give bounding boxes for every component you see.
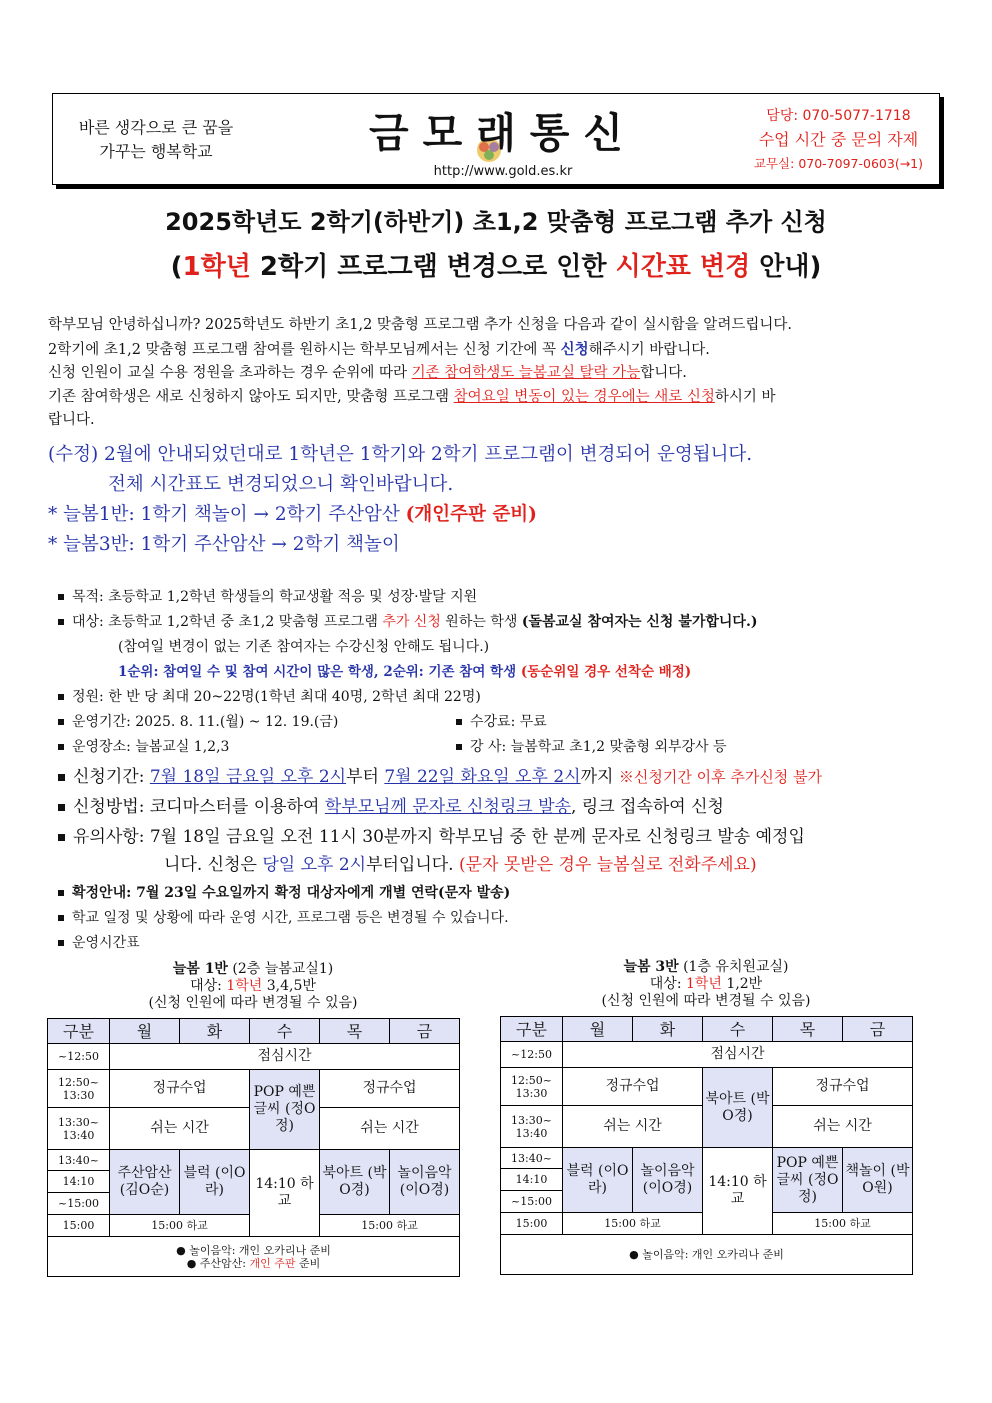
- newsletter-header: [52, 93, 940, 185]
- contact-info: [754, 104, 923, 176]
- col-header: 구분: [501, 1017, 563, 1042]
- time-cell: 14:10: [501, 1169, 563, 1191]
- purpose-item: 목적: 초등학교 1,2학년 학생들의 학교생활 적응 및 성장·발달 지원: [58, 586, 477, 606]
- col-header: 구분: [48, 1019, 110, 1044]
- class3-caption: 늘봄 3반 (1층 유치원교실) 대상: 1학년 1,2반 (신청 인원에 따라 변경될 수 있음): [601, 959, 811, 1009]
- dismissal-cell: 15:00 하교: [563, 1213, 703, 1235]
- caution-item: 유의사항: 7월 18일 금요일 오전 11시 30분까지 학부모님 중 한 분께 문자로 신청링크 발송 예정입: [58, 822, 948, 847]
- intro-text: 학부모님 안녕하십니까? 2025학년도 하반기 초1,2 맞춤형 프로그램 추가 신청을 다음과 같이 실시함을 알려드립니다. 2학기에 초1,2 맞춤형 프로그램 참여를 원하시는 학부모님께서는 신청 기간에 꼭 신청해주시기 바랍니다. 신청 인원이 교실 수용 정원을 초과하는 경우 순위에 따라 기존 참여학생도 늘봄교실 탈락 가능합니다. 기존 참여학생은 새로 신청하지 않아도 되지만, 맞춤형 프로그램 참여요일 변동이 있는 경우에는 새로 신청하시기 바 랍니다.: [48, 317, 792, 428]
- wed-dismissal-cell: 14:10 하교: [703, 1148, 773, 1235]
- rest-cell: 쉬는 시간: [110, 1108, 250, 1150]
- fri-program-cell: 놀이음악 (이O경): [390, 1150, 460, 1215]
- time-cell: 15:00: [501, 1213, 563, 1235]
- thu-program-cell: 북아트 (박O경): [320, 1150, 390, 1215]
- time-cell: 13:30~ 13:40: [501, 1106, 563, 1148]
- regular-class-cell: 정규수업: [110, 1070, 250, 1108]
- time-cell: 13:40~: [48, 1150, 110, 1171]
- wed-dismissal-cell: 14:10 하교: [250, 1150, 320, 1237]
- newsletter-title: 금모래통신: [368, 109, 638, 157]
- apply-period-item: 신청기간: 7월 18일 금요일 오후 2시부터 7월 22일 화요일 오후 2시까지 ※신청기간 이후 추가신청 불가: [58, 762, 822, 787]
- class1-caption: 늘봄 1반 (2층 늘봄교실1) 대상: 1학년 3,4,5반 (신청 인원에 따라 변경될 수 있음): [148, 961, 358, 1011]
- time-cell: ~12:50: [48, 1044, 110, 1070]
- time-cell: 15:00: [48, 1215, 110, 1237]
- mon-program-cell: 주산암산 (김O순): [110, 1150, 180, 1215]
- dismissal-cell: 15:00 하교: [773, 1213, 913, 1235]
- fri-program-cell: 책놀이 (박O원): [843, 1148, 913, 1213]
- confirm-item: 확정안내: 7월 23일 수요일까지 확정 대상자에게 개별 연락(문자 발송): [58, 882, 510, 902]
- regular-class-cell: 정규수업: [320, 1070, 460, 1108]
- class1-timetable: [47, 1018, 460, 1277]
- class1-footnote: ● 놀이음악: 개인 오카리나 준비 ● 주산암산: 개인 주판 준비: [48, 1237, 460, 1277]
- col-header: 수: [703, 1017, 773, 1042]
- dismissal-cell: 15:00 하교: [320, 1215, 460, 1237]
- location-item: 운영장소: 늘봄교실 1,2,3: [58, 736, 229, 756]
- time-cell: 14:10: [48, 1171, 110, 1193]
- period-item: 운영기간: 2025. 8. 11.(월) ~ 12. 19.(금): [58, 711, 338, 731]
- capacity-item: 정원: 한 반 당 최대 20~22명(1학년 최대 40명, 2학년 최대 22명): [58, 686, 481, 706]
- rest-cell: 쉬는 시간: [773, 1106, 913, 1148]
- col-header: 월: [563, 1017, 633, 1042]
- main-heading: 2025학년도 2학기(하반기) 초1,2 맞춤형 프로그램 추가 신청: [165, 208, 827, 236]
- tue-program-cell: 놀이음악 (이O경): [633, 1148, 703, 1213]
- instructor-item: 강 사: 늘봄학교 초1,2 맞춤형 외부강사 등: [456, 736, 727, 756]
- mon-program-cell: 블럭 (이O라): [563, 1148, 633, 1213]
- lunch-cell: 점심시간: [563, 1042, 913, 1068]
- contact-phone: 담당: 070-5077-1718: [766, 108, 911, 124]
- contact-notice: 수업 시간 중 문의 자제: [758, 130, 919, 149]
- col-header: 수: [250, 1019, 320, 1044]
- time-cell: 12:50~ 13:30: [48, 1070, 110, 1108]
- dismissal-cell: 15:00 하교: [110, 1215, 250, 1237]
- col-header: 금: [843, 1017, 913, 1042]
- col-header: 화: [180, 1019, 250, 1044]
- timetable-label: 운영시간표: [58, 932, 140, 952]
- wed-program-cell: 북아트 (박O경): [703, 1068, 773, 1148]
- change-item: 학교 일정 및 상황에 따라 운영 시간, 프로그램 등은 변경될 수 있습니다.: [58, 907, 509, 927]
- time-cell: ~12:50: [501, 1042, 563, 1068]
- apply-method-item: 신청방법: 코디마스터를 이용하여 학부모님께 문자로 신청링크 발송, 링크 접속하여 신청: [58, 792, 724, 817]
- sub-heading: (1학년 2학기 프로그램 변경으로 인한 시간표 변경 안내): [170, 252, 822, 282]
- thu-program-cell: POP 예쁜글씨 (정O정): [773, 1148, 843, 1213]
- schedule-change-notice: (수정) 2월에 안내되었던대로 1학년은 1학기와 2학기 프로그램이 변경되어 운영됩니다. 전체 시간표도 변경되었으니 확인바랍니다. * 늘봄1반: 1학기 책놀이 → 2학기 주산암산 (개인주판 준비) * 늘봄3반: 1학기 주산암산 → 2학기 책놀이: [48, 444, 753, 555]
- time-cell: 13:30~ 13:40: [48, 1108, 110, 1150]
- priority-note: 1순위: 참여일 수 및 참여 시간이 많은 학생, 2순위: 기존 참여 학생 (동순위일 경우 선착순 배정): [118, 664, 692, 680]
- col-header: 목: [773, 1017, 843, 1042]
- rest-cell: 쉬는 시간: [320, 1108, 460, 1150]
- class3-footnote: ● 놀이음악: 개인 오카리나 준비: [501, 1235, 913, 1275]
- regular-class-cell: 정규수업: [563, 1068, 703, 1106]
- col-header: 목: [320, 1019, 390, 1044]
- class3-timetable: [500, 1016, 913, 1275]
- time-cell: ~15:00: [48, 1193, 110, 1215]
- tue-program-cell: 블럭 (이O라): [180, 1150, 250, 1215]
- office-phone: 교무실: 070-7097-0603(→1): [753, 156, 923, 171]
- school-url: http://www.gold.es.kr: [433, 164, 573, 179]
- lunch-cell: 점심시간: [110, 1044, 460, 1070]
- time-cell: 12:50~ 13:30: [501, 1068, 563, 1106]
- fee-item: 수강료: 무료: [456, 711, 547, 731]
- time-cell: ~15:00: [501, 1191, 563, 1213]
- caution-item-cont: 니다. 신청은 당일 오후 2시부터입니다. (문자 못받은 경우 늘봄실로 전화주세요): [164, 855, 757, 875]
- col-header: 월: [110, 1019, 180, 1044]
- rest-cell: 쉬는 시간: [563, 1106, 703, 1148]
- col-header: 금: [390, 1019, 460, 1044]
- col-header: 화: [633, 1017, 703, 1042]
- regular-class-cell: 정규수업: [773, 1068, 913, 1106]
- wed-program-cell: POP 예쁜글씨 (정O정): [250, 1070, 320, 1150]
- target-item: 대상: 초등학교 1,2학년 중 초1,2 맞춤형 프로그램 추가 신청 원하는 학생 (돌봄교실 참여자는 신청 불가합니다.): [58, 611, 757, 631]
- target-note: (참여일 변경이 없는 기존 참여자는 수강신청 안해도 됩니다.): [118, 639, 490, 655]
- time-cell: 13:40~: [501, 1148, 563, 1169]
- school-motto: 바른 생각으로 큰 꿈을 가꾸는 행복학교: [78, 118, 234, 161]
